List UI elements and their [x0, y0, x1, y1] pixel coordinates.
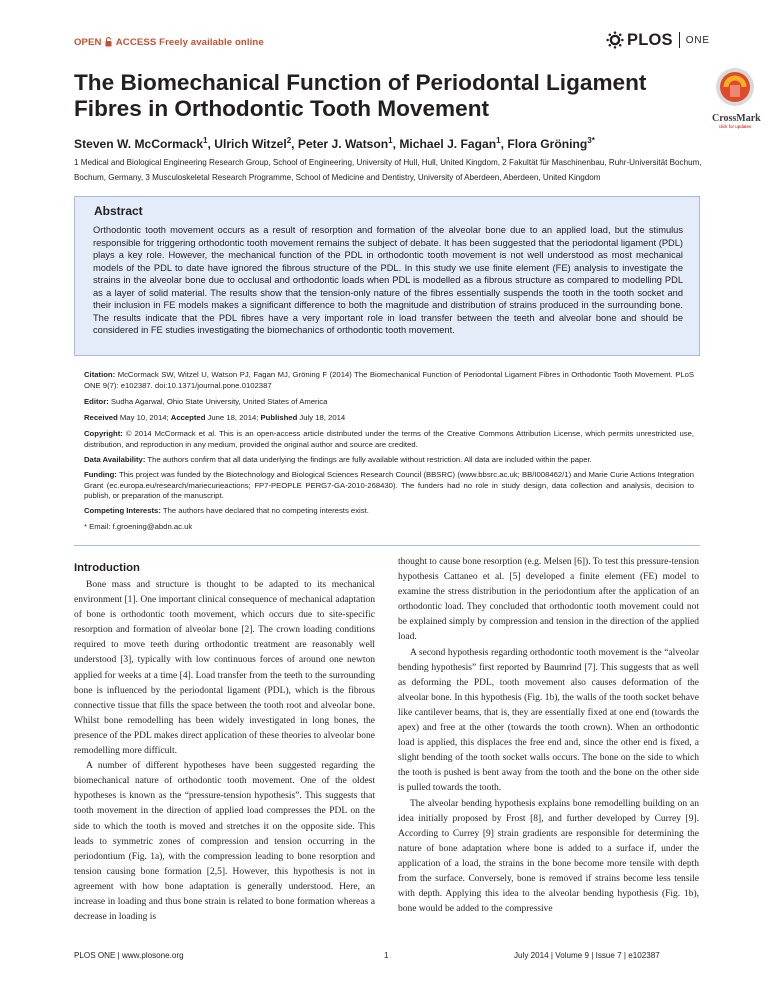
footer-issue-info: July 2014 | Volume 9 | Issue 7 | e102387	[514, 951, 660, 960]
introduction-heading: Introduction	[74, 562, 140, 574]
data-availability-label: Data Availability:	[84, 455, 146, 464]
plos-wordmark: PLOS	[627, 30, 673, 49]
data-availability-block	[84, 455, 694, 466]
body-paragraph: A second hypothesis regarding orthodontic tooth movement is the “alveolar bending hypothesis” first reported by Baumrind [7]. This suggests that as well as deforming the PDL, tooth movement also causes deformation of the alveolar bone. In this hypothesis (Fig. 1b), the walls of the tooth socket behave like cantilever beams, that is, they are essentially fixed at one end (towards the apex) and free at the other (towards the tooth crown). When an orthodontic load is applied, this displaces the free end and, since the other end is fixed, a slight bending of the tooth socket walls occurs. The bone on the side to which the tooth is pushed is bent away from the tooth and the bone on the other side is pulled towards the tooth.	[398, 647, 699, 794]
open-label: OPEN	[74, 37, 102, 48]
competing-interests-label: Competing Interests:	[84, 506, 161, 515]
editor-block	[84, 397, 694, 408]
citation-block	[84, 370, 694, 391]
editor-text: Sudha Agarwal, Ohio State University, United States of America	[110, 397, 328, 406]
editor-label: Editor:	[84, 397, 109, 406]
journal-logo[interactable]	[606, 30, 710, 50]
freely-available-label: Freely available online	[159, 37, 264, 48]
received-label: Received	[84, 413, 118, 422]
copyright-text: © 2014 McCormack et al. This is an open-access article distributed under the terms of the Creative Commons Attribution License, which permits unrestricted use, distribution, and reproduction in any medium, provided the original author and source are credited.	[84, 429, 694, 449]
citation-label: Citation:	[84, 370, 116, 379]
accepted-label: Accepted	[170, 413, 206, 422]
abstract-text: Orthodontic tooth movement occurs as a result of resorption and formation of the alveolar bone due to an applied load, but the stimulus responsible for triggering orthodontic tooth movement remains the subject of debate. It has been suggested that the periodontal ligament (PDL) plays a key role. However, the mechanical function of the PDL in orthodontic tooth movement is not well understood as most mechanical models of the PDL to date have ignored the fibrous structure of the PDL. In this study we use finite element (FE) analysis to investigate the strains in the alveolar bone due to occlusal and orthodontic loads when PDL is modelled as a fibrous structure as compared to modelling PDL as a layer of solid material. The results show that the tension-only nature of the fibres essentially suspends the tooth in the tooth socket and their inclusion in FE models makes a significant difference to both the magnitude and distribution of strains produced in the surrounding bone. The results indicate that the PDL fibres have a very important role in load transfer between the teeth and alveolar bone and should be considered in FE studies investigating the biomechanics of orthodontic tooth movement.	[93, 225, 683, 335]
email-block[interactable]	[84, 522, 694, 533]
citation-text: McCormack SW, Witzel U, Watson PJ, Fagan MJ, Gröning F (2014) The Biomechanical Function of Periodontal Ligament Fibres in Orthodontic Tooth Movement. PLoS ONE 9(7): e102387. doi:10.1371/journal.pone.0102387	[84, 370, 694, 390]
abstract-heading: Abstract	[94, 204, 143, 218]
crossmark-icon	[715, 66, 755, 108]
published-label: Published	[260, 413, 298, 422]
access-label: ACCESS	[115, 37, 157, 48]
data-availability-text: The authors confirm that all data underlying the findings are fully available without restriction. All data are included within the paper.	[147, 455, 592, 464]
author-name[interactable]: Peter J. Watson	[297, 137, 389, 152]
author-affil-marker: 3*	[587, 136, 595, 145]
published-date: July 18, 2014	[299, 413, 346, 422]
body-column-left	[74, 578, 375, 925]
author-name[interactable]: Flora Gröning	[507, 137, 588, 152]
body-paragraph: The alveolar bending hypothesis explains bone remodelling building on an idea initially proposed by Frost [8], and further developed by Currey [9]. According to Currey [9] strain gradients are responsible for determining the nature of bone adaptation where bone is added to a surface if, under the application of a load, the strains in the bone become more tensile with depth from the surface. Conversely, bone is removed if strains become less tensile with depth. Applying this idea to the alveolar bending hypothesis (Fig. 1b), bone would be added to the compressive	[398, 798, 699, 915]
crossmark-badge[interactable]	[712, 66, 761, 129]
author-list: Steven W. McCormack$^1$, Ulrich Witzel$^2$, Peter J. Watson$^1$, Michael J. Fagan$^1$, Flora Gröning$^{3*}$	[74, 136, 595, 152]
body-paragraph: A number of different hypotheses have been suggested regarding the biomechanical nature of orthodontic tooth movement. One of the oldest hypotheses is known as the “pressure-tension hypothesis”. This suggests that tooth movement in the direction of applied load compresses the PDL on the side to which the tooth is moved and stretches it on the opposite side. This leads to symmetric zones of compression and tension occurring in the periodontium (Fig. 1a), with the compression leading to bone resorption and tension causing bone formation [2,5]. However, this hypothesis is not in agreement with how bone adaptation is generally understood. Here, an increase in loading and thus bone strain is related to bone formation whereas a decrease in loading is	[74, 761, 375, 923]
funding-block	[84, 470, 694, 502]
corresponding-email[interactable]: * Email: f.groening@abdn.ac.uk	[84, 522, 193, 531]
accepted-date: June 18, 2014;	[207, 413, 259, 422]
open-access-lock-icon	[105, 37, 112, 50]
competing-interests-block	[84, 506, 694, 517]
copyright-label: Copyright:	[84, 429, 123, 438]
abstract-box	[74, 196, 700, 356]
one-wordmark: ONE	[685, 34, 710, 46]
footer-journal[interactable]: PLOS ONE | www.plosone.org	[74, 951, 184, 960]
author-affil-marker: 1	[388, 136, 393, 145]
article-title: The Biomechanical Function of Periodontal Ligament Fibres in Orthodontic Tooth Movement	[74, 70, 647, 121]
author-name[interactable]: Michael J. Fagan	[399, 137, 497, 152]
author-affil-marker: 1	[496, 136, 501, 145]
author-name[interactable]: Steven W. McCormack	[74, 137, 204, 152]
dates-block	[84, 413, 694, 424]
copyright-block	[84, 429, 694, 450]
body-paragraph: Bone mass and structure is thought to be adapted to its mechanical environment [1]. One important clinical consequence of mechanical adaptation of bone is orthodontic tooth movement, which occurs due to site-specific resorption and formation of alveolar bone [2]. The crown loading conditions required to move teeth during orthodontic treatment are reasonably well understood [3], typically with low continuous forces of around one newton applied for weeks at a time [4]. Load transfer from the teeth to the surrounding bone is influenced by the periodontal ligament (PDL), which is the fibrous connective tissue that fills the space between the tooth root and alveolar bone. Whilst bone remodelling has been widely investigated in long bones, the presence of the PDL makes direct application of these theories to alveolar bone remodelling more difficult.	[74, 580, 375, 757]
funding-label: Funding:	[84, 470, 117, 479]
page-number: 1	[384, 951, 389, 960]
author-name[interactable]: Ulrich Witzel	[214, 137, 287, 152]
crossmark-sublabel: click for updates	[718, 124, 752, 129]
body-paragraph: thought to cause bone resorption (e.g. Melsen [6]). To test this pressure-tension hypothesis Cattaneo et al. [5] developed a finite element (FE) model to examine the stress distribution in the periodontium after the application of an orthodontic load. They concluded that orthodontic tooth movement could not be explained simply by compression and tension in the direction of the applied load.	[398, 557, 699, 643]
plos-logo-icon	[606, 31, 624, 49]
logo-divider	[679, 32, 680, 48]
competing-interests-text: The authors have declared that no competing interests exist.	[162, 506, 369, 515]
metadata-divider	[74, 545, 700, 546]
received-date: May 10, 2014;	[119, 413, 169, 422]
affiliations: 1 Medical and Biological Engineering Research Group, School of Engineering, University of Hull, Hull, United Kingdom, 2 Fakultät für Maschinenbau, Ruhr-Universität Bochum, Bochum, Germany, 3 Musculoskeletal Research Programme, School of Medicine and Dentistry, University of Aberdeen, Aberdeen, United Kingdom	[74, 158, 702, 182]
crossmark-label: CrossMark	[712, 113, 761, 124]
body-column-right	[398, 555, 699, 917]
author-affil-marker: 1	[203, 136, 208, 145]
open-access-banner	[74, 37, 264, 50]
funding-text: This project was funded by the Biotechnology and Biological Sciences Research Council (BBSRC) (www.bbsrc.ac.uk; BB/I008462/1) and Marie Curie Actions Integration Grant (ec.europa.eu/research/mariecurieactions; FP7-PEOPLE PERG7-GA-2010-268430). The funders had no role in study design, data collection and analysis, decision to publish, or preparation of the manuscript.	[84, 470, 694, 500]
author-affil-marker: 2	[286, 136, 292, 145]
